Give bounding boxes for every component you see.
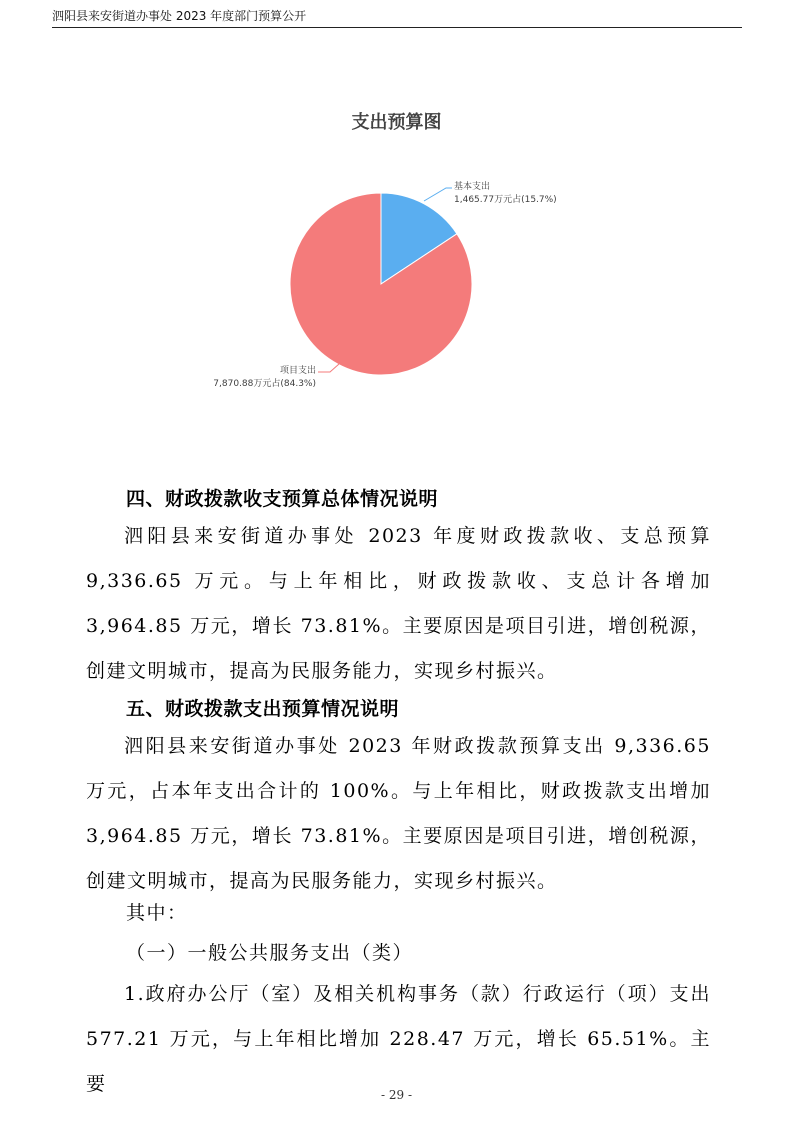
pie-chart: [0, 0, 793, 420]
section4-heading: 四、财政拨款收支预算总体情况说明: [126, 488, 439, 510]
page-number: - 29 -: [380, 1088, 412, 1102]
slice-value-basic: 1,465.77万元占(15.7%): [454, 195, 557, 205]
slice-name-basic: 基本支出: [454, 182, 491, 192]
slice-value-project: 7,870.88万元占(84.3%): [213, 379, 316, 389]
chart-title: 支出预算图: [351, 112, 442, 133]
slice-name-project: 项目支出: [279, 366, 316, 376]
item1-paragraph: 1.政府办公厅（室）及相关机构事务（款）行政运行（项）支出 577.21 万元，与上年相比增加 228.47 万元，增长 65.51%。主要: [86, 983, 711, 1095]
page-header: 泗阳县来安街道办事处 2023 年度部门预算公开: [52, 9, 307, 23]
category-heading: （一）一般公共服务支出（类）: [126, 942, 414, 964]
leader-line-project: [318, 364, 339, 372]
leader-line-basic: [424, 188, 452, 201]
section5-paragraph: 泗阳县来安街道办事处 2023 年财政拨款预算支出 9,336.65 万元，占本年支出合计的 100%。与上年相比，财政拨款支出增加 3,964.85 万元，增长 73.81%。主要原因是项目引进，增创税源，创建文明城市，提高为民服务能力，实现乡村振兴。: [86, 735, 711, 892]
section5-heading: 五、财政拨款支出预算情况说明: [126, 698, 400, 720]
among-label: 其中：: [126, 902, 188, 924]
section4-paragraph: 泗阳县来安街道办事处 2023 年度财政拨款收、支总预算 9,336.65 万元。与上年相比，财政拨款收、支总计各增加 3,964.85 万元，增长 73.81%。主要原因是项目引进，增创税源，创建文明城市，提高为民服务能力，实现乡村振兴。: [86, 525, 711, 682]
